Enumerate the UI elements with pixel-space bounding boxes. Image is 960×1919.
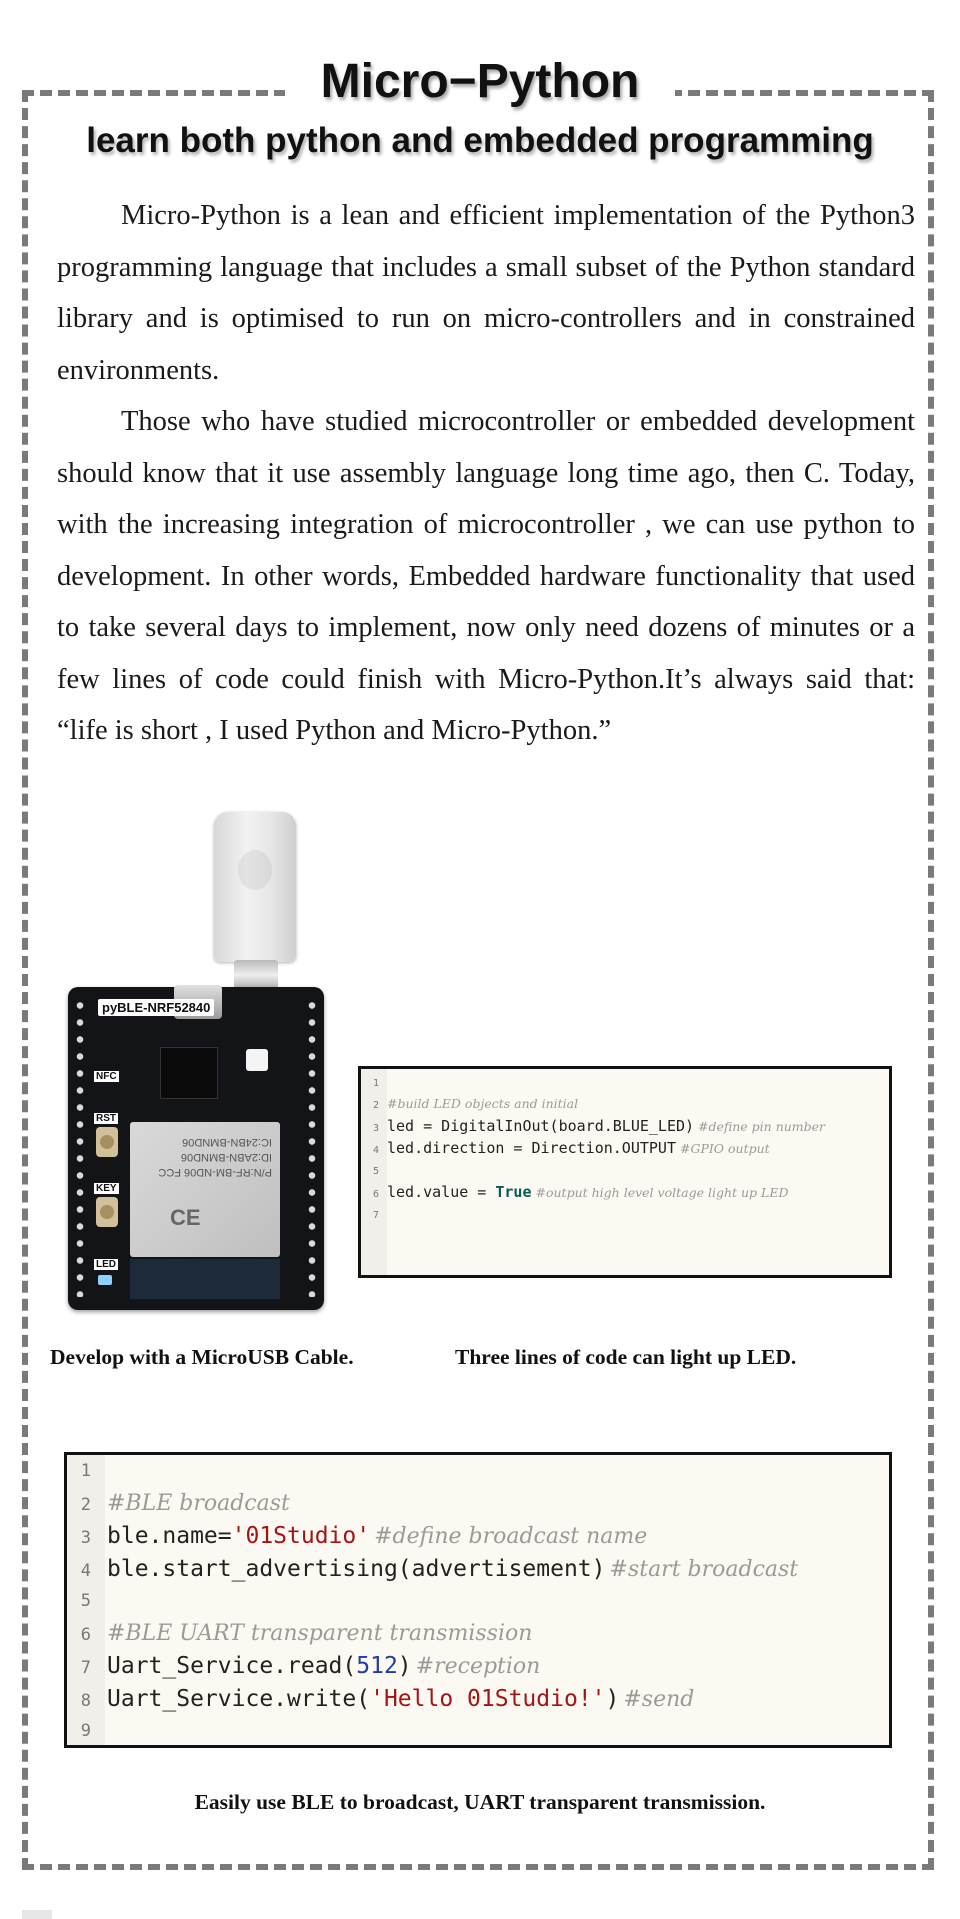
line-number: 1 [80, 1461, 91, 1481]
code-comment: #GPIO output [679, 1141, 770, 1156]
usb-connector-metal [234, 960, 278, 990]
code-text: led.direction = Direction.OUTPUT [387, 1139, 676, 1157]
code-text: Uart_Service.write( [107, 1685, 371, 1712]
code-number: 512 [356, 1653, 398, 1679]
code-line [67, 1455, 107, 1488]
code-comment: #reception [415, 1654, 541, 1679]
led-code-block [358, 1066, 892, 1278]
line-number: 8 [80, 1690, 91, 1711]
code-string: '01Studio' [231, 1523, 371, 1549]
line-number: 3 [372, 1123, 379, 1134]
line-number: 2 [80, 1494, 91, 1515]
code-line [361, 1071, 387, 1093]
code-line [67, 1488, 290, 1521]
code-keyword: True [495, 1183, 532, 1201]
line-number: 4 [80, 1560, 91, 1581]
rst-tag: RST [96, 1113, 116, 1124]
page-subtitle: learn both python and embedded programming [86, 121, 874, 160]
page-title [0, 52, 960, 112]
code-comment: #start broadcast [609, 1556, 799, 1582]
code-line [67, 1618, 532, 1651]
nfc-tag: NFC [96, 1071, 117, 1082]
caption-usb: Develop with a MicroUSB Cable. [50, 1345, 354, 1369]
led-tag: LED [96, 1259, 116, 1270]
code-text: ) [605, 1685, 620, 1712]
rgb-led [246, 1049, 268, 1071]
line-number: 6 [80, 1624, 91, 1645]
code-comment: #BLE UART transparent transmission [107, 1620, 533, 1646]
code-line [361, 1115, 825, 1137]
line-number: 4 [372, 1145, 379, 1156]
caption-led: Three lines of code can light up LED. [455, 1345, 797, 1369]
left-pin-header [74, 997, 86, 1297]
intro-paragraph-2: Those who have studied microcontroller or embedded development should know that it use assembly language long time ago, then C. Today, with the increasing integration of microcontroller , we can use python to development. In other words, Embedded hardware functionality that used to take several days to implement, now only need dozens of minutes or a few lines of code could finish with Micro-Python.It’s always said that: “life is short , I used Python and Micro-Python.” [57, 406, 915, 746]
line-number: 7 [372, 1210, 379, 1221]
code-text: Uart_Service.read( [107, 1653, 357, 1679]
code-line [361, 1159, 387, 1181]
code-comment: #build LED objects and initial [387, 1096, 579, 1111]
code-line [67, 1585, 107, 1618]
line-number: 1 [372, 1078, 379, 1089]
antenna [130, 1259, 280, 1299]
code-text: ble.start_advertising(advertisement) [107, 1555, 606, 1582]
code-line [361, 1137, 770, 1159]
key-button [96, 1197, 118, 1227]
code-line [67, 1650, 540, 1683]
code-line [361, 1181, 788, 1203]
code-comment: #define broadcast name [374, 1524, 648, 1549]
corner-mark [22, 1910, 52, 1919]
usb-cable-plug [214, 812, 296, 962]
caption-ble: Easily use BLE to broadcast, UART transparent transmission. [194, 1790, 766, 1814]
code-line [67, 1715, 107, 1748]
code-text: ) [397, 1653, 412, 1679]
line-number: 7 [80, 1658, 91, 1678]
right-pin-header [306, 997, 318, 1297]
ble-module [130, 1122, 280, 1257]
page-title-text: Micro−Python [285, 55, 676, 108]
code-comment: #send [623, 1686, 695, 1712]
code-comment: #BLE broadcast [107, 1490, 290, 1516]
intro-paragraph-1: Micro-Python is a lean and efficient implementation of the Python3 programming language that includes a small subset of the Python standard library and is optimised to run on micro-controllers and in constrained environments. [57, 200, 915, 386]
line-number: 5 [372, 1166, 379, 1177]
ble-code-block [64, 1452, 892, 1748]
code-text: led.value = [387, 1183, 496, 1201]
code-line [67, 1553, 798, 1586]
module-marks: CE [170, 1205, 201, 1230]
key-tag: KEY [96, 1183, 117, 1194]
code-text: led = DigitalInOut(board.BLUE_LED) [387, 1117, 695, 1135]
pcb-board [68, 987, 324, 1310]
code-comment: #output high level voltage light up LED [535, 1185, 789, 1200]
line-number: 3 [80, 1528, 91, 1548]
code-line [361, 1093, 578, 1115]
code-line [67, 1520, 647, 1553]
line-number: 9 [80, 1721, 91, 1741]
code-text: ble.name= [107, 1523, 232, 1549]
line-number: 6 [372, 1189, 379, 1200]
rst-button [96, 1127, 118, 1157]
line-number: 2 [372, 1100, 379, 1111]
code-line [67, 1683, 694, 1716]
module-text: P/N:RF-BM-ND06 FCC ID:2ABN-BMND06 IC:24BN-BMND06 [158, 1136, 272, 1178]
board-label: pyBLE-NRF52840 [98, 999, 214, 1016]
code-comment: #define pin number [698, 1119, 826, 1134]
intro-text [57, 190, 915, 757]
board-led [98, 1275, 112, 1285]
line-number: 5 [80, 1591, 91, 1611]
chip [160, 1047, 218, 1099]
board-photo [66, 812, 330, 1312]
code-line [361, 1203, 387, 1225]
code-string: 'Hello 01Studio!' [370, 1685, 606, 1712]
